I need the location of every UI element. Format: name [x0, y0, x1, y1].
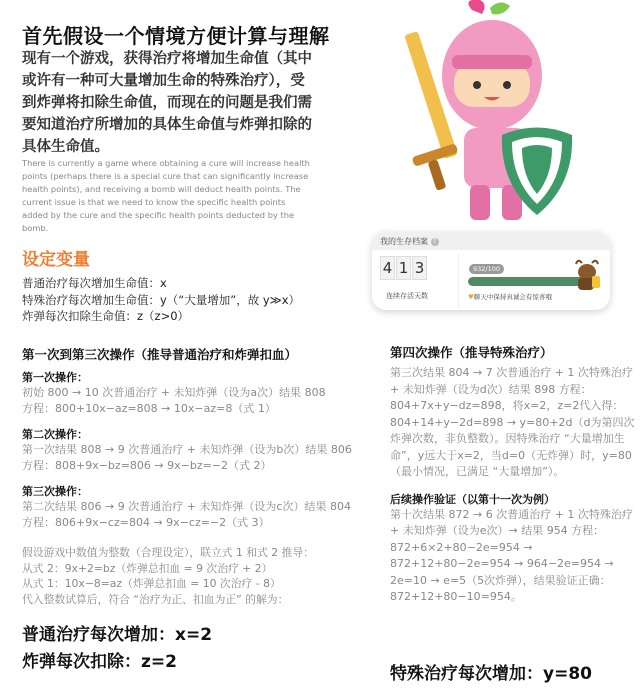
op-line: 方程：808+9x−bz=806 → 9x−bz=−2（式 2） — [22, 459, 272, 472]
section-title: 第四次操作（推导特殊治疗） — [390, 345, 553, 360]
heart-icon: ♥ — [468, 293, 474, 301]
variable-y: 特殊治疗每次增加生命值：y（“大量增加”，故 y≫x） — [22, 292, 301, 307]
op-label: 第一次操作： — [22, 371, 88, 384]
op-label: 第二次操作： — [22, 428, 88, 441]
op-line: 方程：806+9x−cz=804 → 9x−cz=−2（式 3） — [22, 516, 270, 529]
right-operations — [390, 343, 635, 606]
digit: 1 — [396, 256, 411, 280]
result-z: 炸弹每次扣除：z=2 — [22, 652, 177, 672]
derive-line: 代入整数试算后，符合 “治疗为正、扣血为正” 的解为： — [22, 592, 289, 606]
op-label: 第三次操作： — [22, 485, 88, 498]
knight-illustration — [372, 0, 612, 232]
page-title: 首先假设一个情境方便计算与理解 — [22, 24, 330, 48]
derive-line: 从式 2：9x+2=bz（炸弹总扣血 = 9 次治疗 + 2） — [22, 561, 273, 575]
op-line: 第二次结果 806 → 9 次普通治疗 + 未知炸弹（设为c次）结果 804 — [22, 500, 351, 513]
card-title: 我的生存档案 — [380, 237, 428, 246]
result-x: 普通治疗每次增加：x=2 — [22, 625, 213, 645]
card-header — [372, 232, 610, 250]
variable-z: 炸弹每次扣除生命值：z（z>0） — [22, 309, 190, 323]
days-label: 连续存活天数 — [386, 292, 428, 300]
hp-label-text: 聊天中保持真诚会有惊喜哦 — [473, 293, 552, 301]
variables-title: 设定变量 — [22, 250, 90, 270]
derive-line: 从式 1：10x−8=az（炸弹总扣血 = 10 次治疗 - 8） — [22, 577, 281, 590]
verify-body: 第十次结果 872 → 6 次普通治疗 + 1 次特殊治疗 + 未知炸弹（设为e次）→ 结果 954 方程：872+6×2+80−2e=954 → 872+12+80−2e=954 → 964−2e=954 → 2e=10 → e=5（5次炸弹），结果验证正确：872+12+80−10=954。 — [390, 507, 633, 603]
result-y: 特殊治疗每次增加：y=80 — [390, 664, 592, 684]
op-line: 第一次结果 808 → 9 次普通治疗 + 未知炸弹（设为b次）结果 806 — [22, 443, 352, 456]
derive-line: 假设游戏中数值为整数（合理设定），联立式 1 和式 2 推导： — [22, 546, 314, 559]
op-line: 方程：800+10x−az=808 → 10x−az=8（式 1） — [22, 402, 276, 415]
derivation — [22, 545, 372, 607]
left-operations — [22, 345, 372, 531]
section-title: 第一次到第三次操作（推导普通治疗和炸弹扣血） — [22, 347, 298, 362]
variable-x: 普通治疗每次增加生命值：x — [22, 276, 167, 290]
variables-list — [22, 275, 300, 325]
left-results — [22, 622, 212, 676]
digit: 4 — [380, 256, 395, 280]
divider — [458, 254, 459, 308]
intro-paragraph: 现有一个游戏，获得治疗将增加生命值（其中或许有一种可大量增加生命的特殊治疗），受到炸弹将扣除生命值，而现在的问题是我们需要知道治疗所增加的具体生命值与炸弹扣除的具体生命值。 — [22, 51, 312, 155]
fourth-op-body: 第三次结果 804 → 7 次普通治疗 + 1 次特殊治疗 + 未知炸弹（设为d次）结果 898 方程：804+7x+y−dz=898，将x=2，z=2代入得：804+14+y−2d=898 → y=80+2d（d为第四次炸弹次数，非负整数）。因特殊治疗 “大量增加生命”，y远大于x=2，当d=0（无炸弹）时，y=80（最小情况，已满足 “大量增加”）。 — [390, 366, 635, 478]
op-line: 初始 800 → 10 次普通治疗 + 未知炸弹（设为a次）结果 808 — [22, 386, 326, 399]
verify-title: 后续操作验证（以第十一次为例） — [390, 492, 555, 506]
survival-profile-card[interactable] — [372, 232, 610, 310]
help-icon[interactable]: ? — [431, 238, 439, 246]
hp-badge: 932/100 — [469, 264, 504, 274]
days-counter — [380, 256, 427, 280]
digit: 3 — [412, 256, 427, 280]
hp-label — [468, 292, 552, 301]
intro-english: There is currently a game where obtaining a cure will increase health points (perhaps there is a special cure that can significantly increase health points), and receiving a bomb will deduct health points. The current issue is that we need to know the specific health points added by the cure and the specific health points deducted by the bomb. — [22, 158, 310, 233]
bull-mascot-icon — [572, 258, 602, 292]
